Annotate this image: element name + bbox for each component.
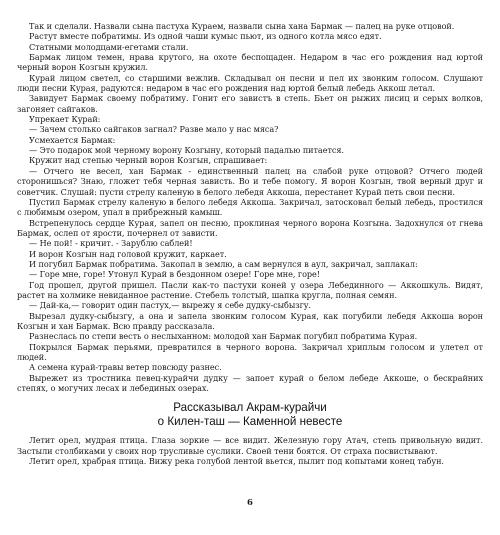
paragraph: Упрекает Курай:: [29, 114, 101, 125]
paragraph: Завидует Бармак своему побратиму. Гонит его завистъ в степь. Бьет он рыжих лисиц и серых волков, загоняет сайгаков.: [17, 93, 483, 114]
chapter-heading: [17, 401, 483, 429]
paragraph: Покрылся Бармак перьями, превратился в черного ворона. Закричал хриплым голосом и улетел от людей.: [17, 341, 483, 362]
paragraph: Усмехается Бармак:: [29, 134, 116, 145]
paragraph: — Горе мне, горе! Утонул Курай в бездонном озере! Горе мне, горе!: [29, 269, 321, 280]
paragraph: Летит орел, мудрая птица. Глаза зоркие — все видит. Железную гору Атач, степь привольную видит. Застыли столбиками у своих нор трусливые суслики. Своей тени боятся. От страха посвистывают.: [17, 435, 483, 456]
paragraph: Статными молодцами-егетами стали.: [29, 41, 189, 52]
paragraph: А семена курай-травы ветер повсюду разнес.: [29, 362, 222, 373]
paragraph: Год прошел, другой пришел. Пасли как-то пастухи коней у озера Лебединного — Аккошкуль. Видят, растет на холмике невиданное растение. Стебель толстый, шапка кругла, полная семян.: [17, 279, 483, 300]
paragraph: Вырежет из тростника певец-курайчи дудку — запоет курай о белом лебеде Аккоше, о бескрайних степях, о могучих лесах и лебединых озерах.: [17, 372, 483, 394]
paragraph: Курай лицом светел, со старшими вежлив. Складывал он песни и пел их звонким голосом. Слушают люди песни Курая, радуются: недаром в час его рождения над юртой белый лебедь Аккош летал.: [17, 72, 483, 94]
story-beginning: [17, 435, 483, 466]
paragraph: Пустил Бармак стрелу каленую в белого лебедя Аккоша. Закричал, затосковал белый лебедь, простился с любимым озером, упал в прибрежный камыш.: [17, 196, 483, 218]
paragraph: — Отчего не весел, хан Бармак - единственный палец на слабой руке отцовой? Отчего людей сторонишься? Знаю, гложет тебя черная зависть. Во и тебе помогу. Я ворон Козгын, твой верный друг и советчик. Слушай: пусти стрелу каленую в белого лебедя Аккоша, перестанет Курай петь свои песни.: [17, 165, 483, 197]
story-ending: [17, 21, 483, 393]
paragraph: Вырезал дудку-сыбызгу, а она и запела звонким голосом Курая, как погубили лебедя Аккоша ворон Козгын и хан Бармак. Всю правду рассказала.: [17, 310, 483, 331]
paragraph: И ворон Козгын над головой кружит, каркает.: [29, 248, 227, 259]
paragraph: Растут вместе побратимы. Из одной чаши кумыс пьют, из одного котла мясо едят.: [29, 31, 382, 42]
paragraph: Так и сделали. Назвали сына пастуха Кураем, назвали сына хана Бармак — палец на руке отцовой.: [29, 21, 455, 31]
heading-line-narrator: Рассказывал Акрам-курайчи: [173, 401, 327, 415]
paragraph: — Это подарок мой черному ворону Козгыну, который падалью питается.: [29, 145, 344, 156]
paragraph: — Не пой! - кричит. - Зарублю саблей!: [29, 238, 193, 249]
paragraph: Бармак лицом темен, нрава крутого, на охоте беспощаден. Недаром в час его рождения над юртой черный ворон Козгын кружил.: [17, 52, 483, 73]
paragraph: — Дай-ка,— говорит один пастух,— вырежу я себе дудку-сыбызгу.: [29, 300, 312, 311]
page-number: 6: [247, 498, 253, 508]
paragraph: Кружит над степью черный ворон Козгын, спрашивает:: [29, 155, 268, 166]
paragraph: Встрепенулось сердце Курая, запел он песню, проклиная черного ворона Козгына. Задохнулся от гнева Бармак, ослеп от ярости, почернел от зависти.: [17, 217, 483, 238]
paragraph: Разнеслась по степи весть о неслыханном: молодой хан Бармак погубил побратима Курая.: [29, 331, 418, 342]
paragraph: — Зачем столько сайгаков загнал? Разве мало у нас мяса?: [29, 124, 279, 135]
paragraph: Летит орел, храбрая птица. Вижу река голубой лентой вьется, пылит под копытами конец табун.: [29, 456, 444, 467]
paragraph: И погубил Бармак побратима. Закопал в землю, а сам вернулся в аул, закричал, заплакал:: [29, 258, 418, 269]
heading-line-title: о Килен-таш — Каменной невесте: [157, 415, 343, 429]
